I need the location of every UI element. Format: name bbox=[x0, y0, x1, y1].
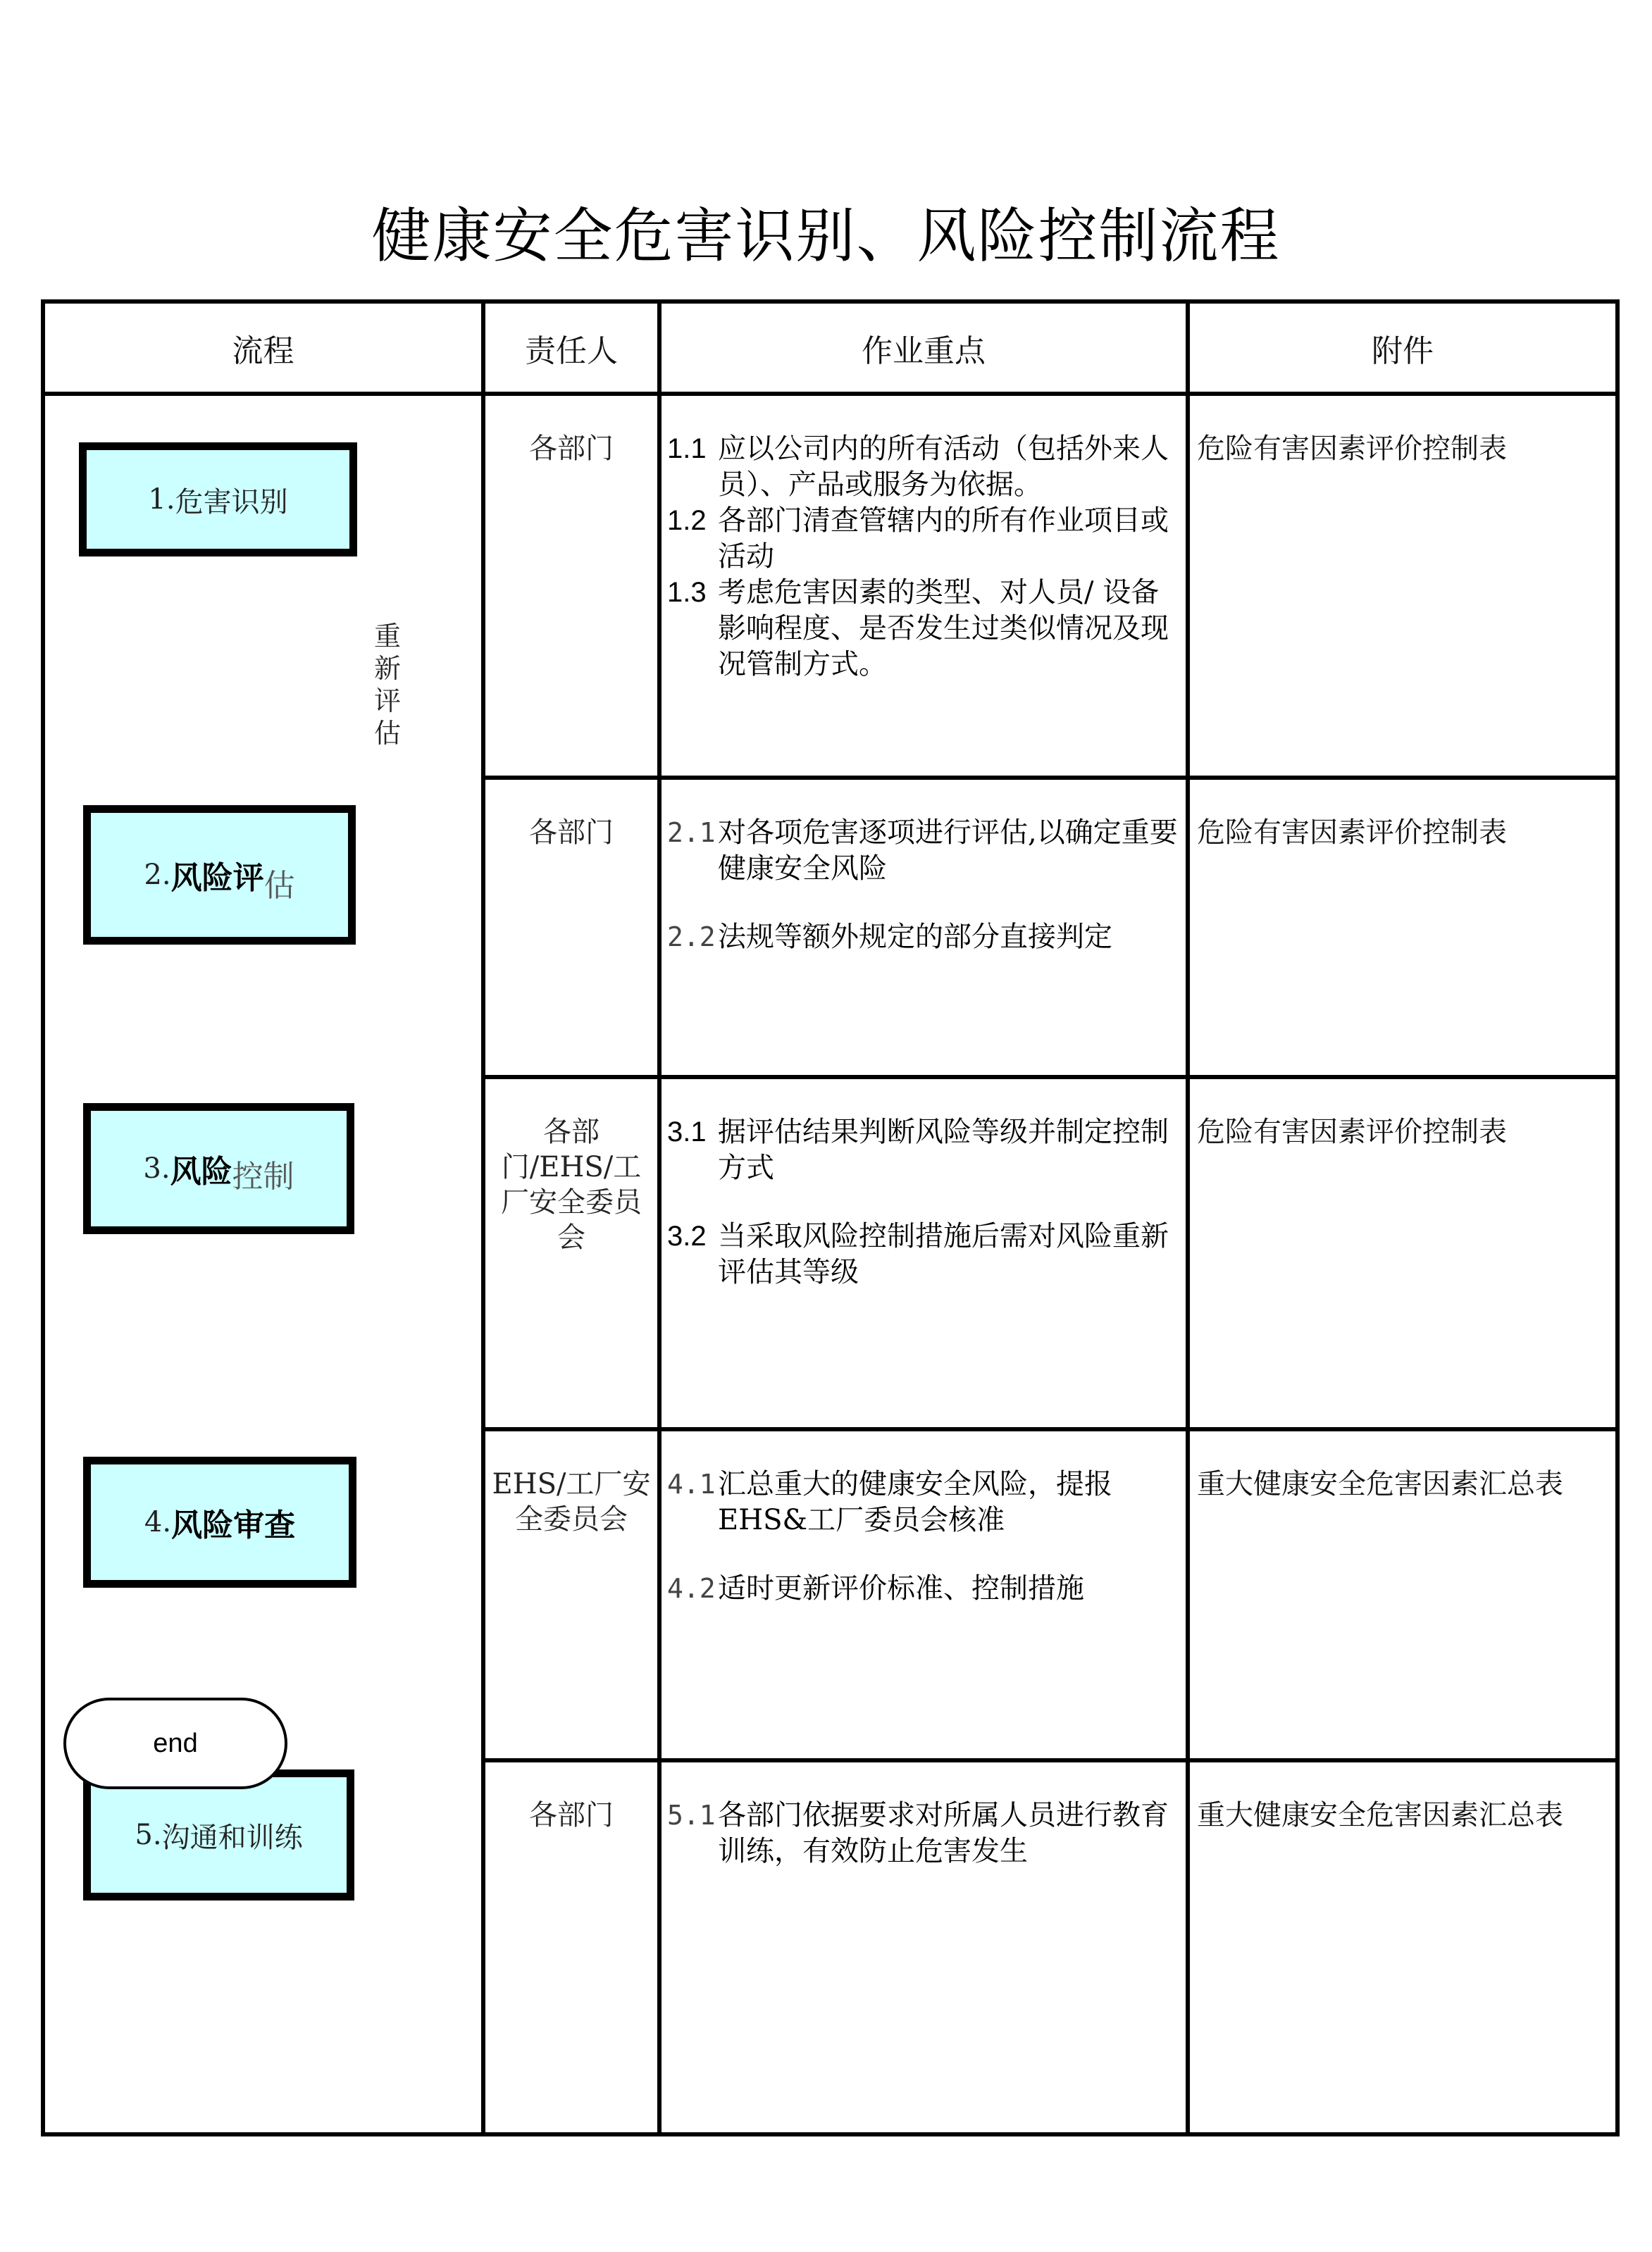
point-item: 2.1对各项危害逐项进行评估,以确定重要健康安全风险 bbox=[667, 816, 1178, 885]
owner-cell: 各部门 bbox=[483, 1760, 659, 2134]
header-points: 作业重点 bbox=[659, 301, 1188, 394]
page-title: 健康安全危害识别、风险控制流程 bbox=[371, 201, 1281, 270]
points-cell bbox=[659, 1429, 1188, 1760]
point-item: 1.1 应以公司内的所有活动（包括外来人员）、产品或服务为依据。 bbox=[667, 433, 1169, 501]
header-row bbox=[43, 301, 1617, 394]
points-cell bbox=[659, 1760, 1188, 2134]
header-attach: 附件 bbox=[1188, 301, 1617, 394]
header-owner: 责任人 bbox=[483, 301, 659, 394]
step-box-risk-review: 4. 风险审查 bbox=[83, 1457, 356, 1588]
header-flow: 流程 bbox=[43, 301, 483, 394]
owner-cell: 各部门/EHS/工厂安全委员会 bbox=[483, 1077, 659, 1429]
point-item: 3.1 据评估结果判断风险等级并制定控制方式 bbox=[667, 1116, 1169, 1184]
points-cell bbox=[659, 778, 1188, 1077]
attach-cell: 危险有害因素评价控制表 bbox=[1188, 1077, 1617, 1429]
owner-cell: 各部门 bbox=[483, 394, 659, 778]
owner-cell: 各部门 bbox=[483, 778, 659, 1077]
point-item: 1.3 考虑危害因素的类型、对人员/ 设备影响程度、是否发生过类似情况及现况管制方式。 bbox=[667, 576, 1169, 680]
attach-cell: 危险有害因素评价控制表 bbox=[1188, 778, 1617, 1077]
step-box-communication-training: 5. 沟通和训练 bbox=[83, 1769, 354, 1900]
points-cell bbox=[659, 394, 1188, 778]
attach-cell: 重大健康安全危害因素汇总表 bbox=[1188, 1760, 1617, 2134]
reassess-label: 重新评估 bbox=[373, 621, 401, 749]
points-cell bbox=[659, 1077, 1188, 1429]
point-item: 3.2 当采取风险控制措施后需对风险重新评估其等级 bbox=[667, 1220, 1169, 1288]
point-item: 2.2法规等额外规定的部分直接判定 bbox=[667, 921, 1112, 953]
step-box-hazard-identification: 1. 危害识别 bbox=[79, 442, 357, 556]
point-item: 5.1各部门依据要求对所属人员进行教育训练，有效防止危害发生 bbox=[667, 1799, 1169, 1867]
step-box-risk-assessment: 2. 风险评 估 bbox=[83, 805, 356, 945]
owner-cell: EHS/工厂安全委员会 bbox=[483, 1429, 659, 1760]
step-box-risk-control: 3. 风险 控制 bbox=[83, 1103, 354, 1234]
point-item: 4.2适时更新评价标准、控制措施 bbox=[667, 1572, 1084, 1605]
attach-cell: 危险有害因素评价控制表 bbox=[1188, 394, 1617, 778]
attach-cell: 重大健康安全危害因素汇总表 bbox=[1188, 1429, 1617, 1760]
end-terminator: end bbox=[63, 1698, 287, 1789]
point-item: 1.2 各部门清查管辖内的所有作业项目或活动 bbox=[667, 504, 1169, 573]
point-item: 4.1汇总重大的健康安全风险，提报EHS&工厂委员会核准 bbox=[667, 1468, 1112, 1536]
